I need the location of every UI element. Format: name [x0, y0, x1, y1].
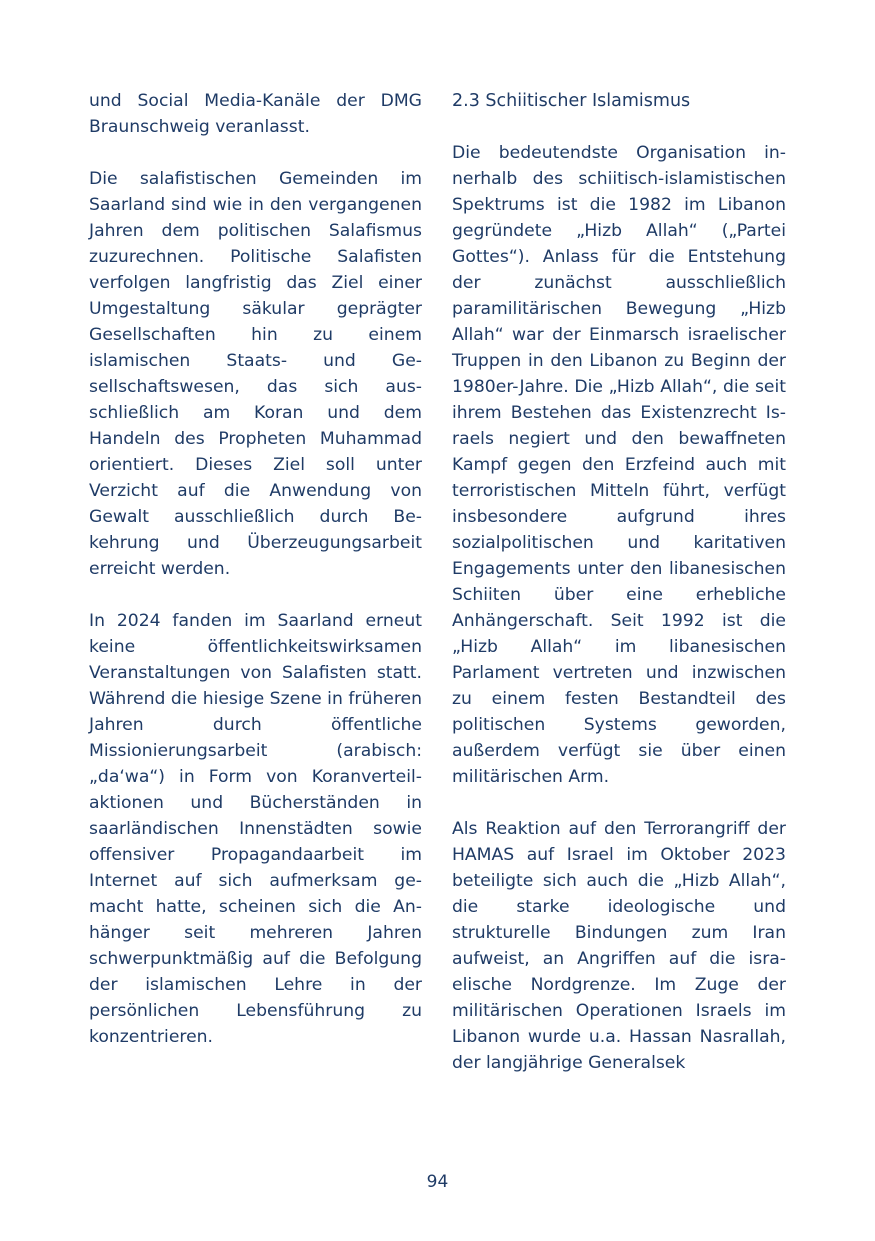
- paragraph-continuation: und Social Media-Kanäle der DMG Braunschweig veranlasst.: [89, 91, 422, 137]
- page-number: 94: [426, 1172, 449, 1192]
- right-column: [452, 88, 786, 1102]
- paragraph-hizb-allah-organisation: Die bedeutendste Organisation innerhalb des schiitisch-islamistischen Spektrums ist die 1982 im Libanon gegründete „Hizb Allah“ („Partei Gottes“). Anlass für die Entstehung der zunächst ausschließlich paramilitärischen Bewegung „Hizb Allah“ war der Einmarsch israelischer Truppen in den Libanon zu Beginn der 1980er-Jahre. Die „Hizb Allah“, die seit ihrem Bestehen das Existenzrecht Israels negiert und den bewaffneten Kampf gegen den Erzfeind auch mit terroristischen Mitteln führt, verfügt insbesondere aufgrund ihres sozialpolitischen und karitativen Engagements unter den libanesischen Schiiten über eine erhebliche Anhängerschaft. Seit 1992 ist die „Hizb Allah“ im libanesischen Parlament vertreten und inzwischen zu einem festen Bestandteil des politischen Systems geworden, außerdem verfügt sie über einen militärischen Arm.: [452, 143, 786, 787]
- paragraph-hizb-allah-reaction: Als Reaktion auf den Terrorangriff der HAMAS auf Israel im Oktober 2023 beteiligte sich auch die „Hizb Allah“, die starke ideologische und strukturelle Bindungen zum Iran aufweist, an Angriffen auf die israelische Nordgrenze. Im Zuge der militärischen Operationen Israels im Libanon wurde u.a. Hassan Nasrallah, der langjährige Generalsek: [452, 819, 786, 1073]
- paragraph-salafist-events-2024: In 2024 fanden im Saarland erneut keine öffentlichkeitswirksamen Veranstaltungen von Salafisten statt. Während die hiesige Szene in früheren Jahren durch öffentliche Missionierungsarbeit (arabisch: „da‘wa“) in Form von Koranverteilaktionen und Bücherständen in saarländischen Innenstädten sowie offensiver Propagandaarbeit im Internet auf sich aufmerksam gemacht hatte, scheinen sich die Anhänger seit mehreren Jahren schwerpunktmäßig auf die Befolgung der islamischen Lehre in der persönlichen Lebensführung zu konzentrieren.: [89, 611, 422, 1047]
- left-column: [89, 88, 422, 1076]
- section-heading: 2.3 Schiitischer Islamismus: [452, 91, 691, 111]
- paragraph-salafist-communities: Die salafistischen Gemeinden im Saarland sind wie in den vergangenen Jahren dem politischen Salafismus zuzurechnen. Politische Salafisten verfolgen langfristig das Ziel einer Umgestaltung säkular geprägter Gesellschaften hin zu einem islamischen Staats- und Gesellschaftswesen, das sich ausschließlich am Koran und dem Handeln des Propheten Muhammad orientiert. Dieses Ziel soll unter Verzicht auf die Anwendung von Gewalt ausschließlich durch Bekehrung und Überzeugungsarbeit erreicht werden.: [89, 169, 422, 579]
